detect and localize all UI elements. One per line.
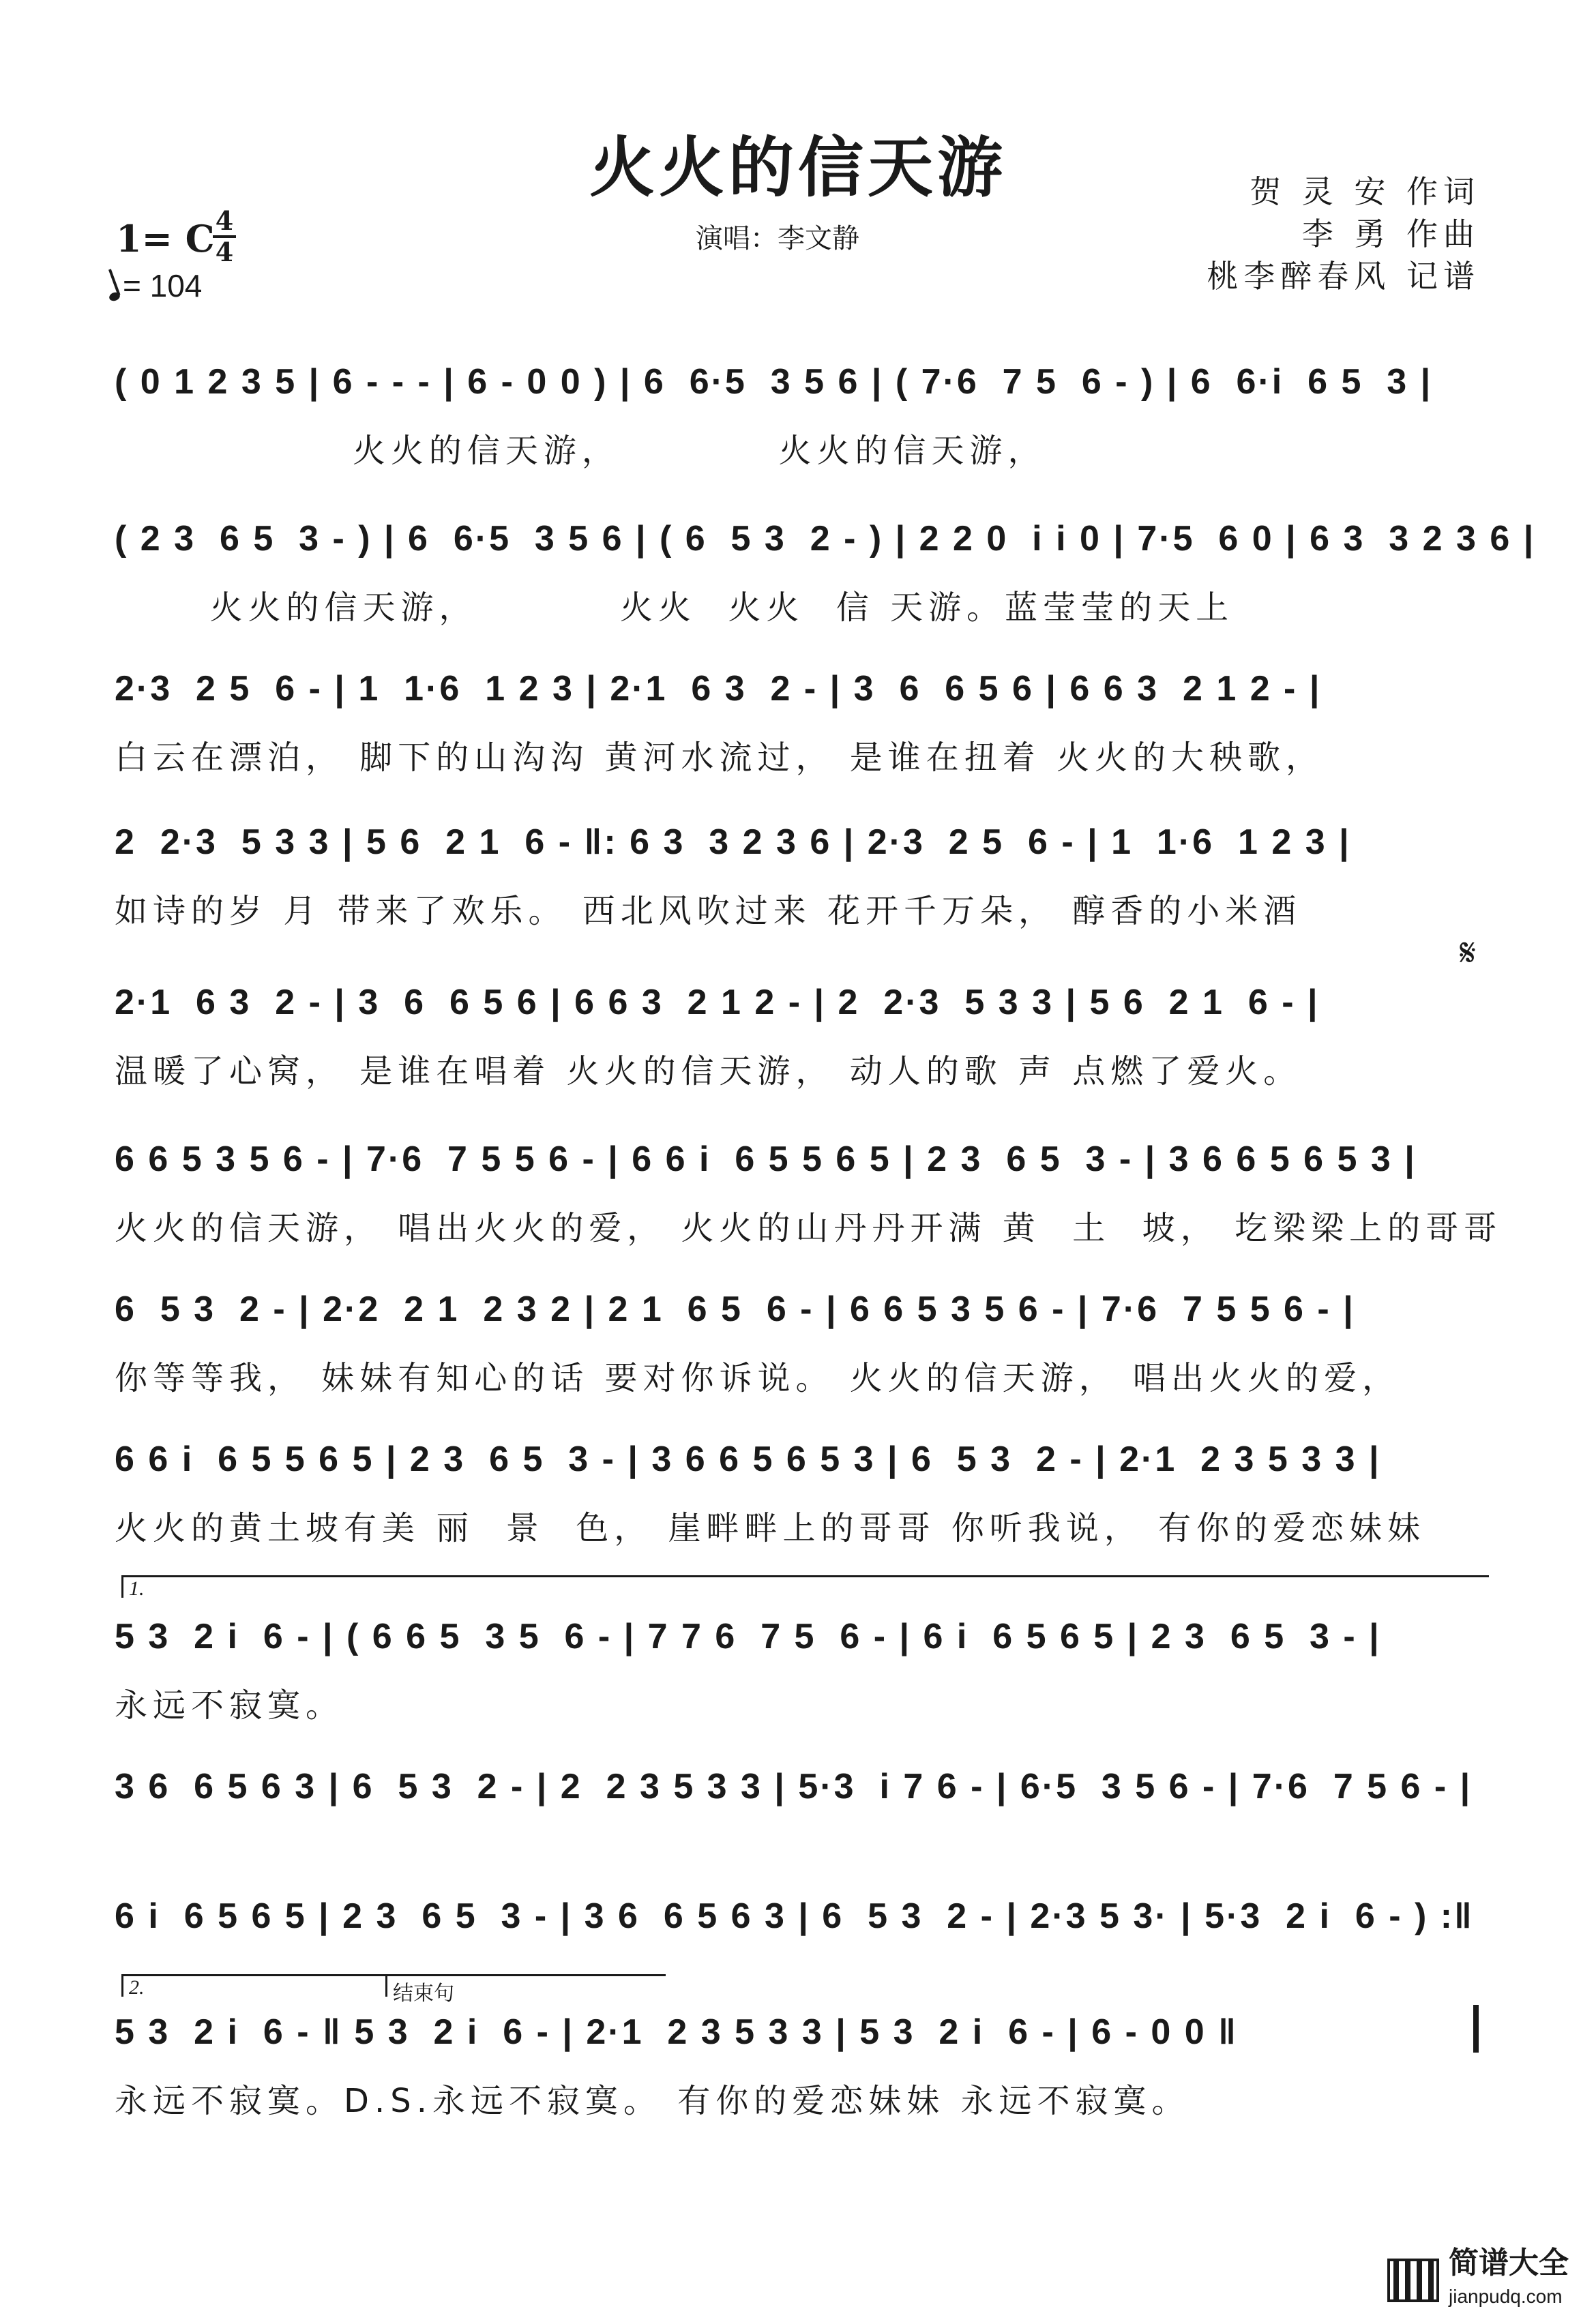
notation-line: 6 i 6 5 6 5 | 2 3 6 5 3 - | 3 6 6 5 6 3 | 6 5 3 2 - | 2·3 5 3· | 5·3 2 i 6 - ) :‖ — [115, 1896, 1474, 1936]
piano-logo-icon — [1387, 2259, 1439, 2302]
lyrics-line: 火火的信天游， 唱出火火的爱， 火火的山丹丹开满 黄 土 坡， 圪梁梁上的哥哥 — [115, 1209, 1503, 1247]
quarter-note-icon — [108, 291, 121, 303]
notation-line: ( 0 1 2 3 5 | 6 - - - | 6 - 0 0 ) | 6 6·5 3 5 6 | ( 7·6 7 5 6 - ) | 6 6·i 6 5 3 | — [115, 362, 1433, 402]
staff-8 — [115, 1439, 1481, 1568]
composer-credit: 李 勇 作曲 — [1301, 215, 1480, 252]
lyrics-line: 火火的信天游， 火火的信天游， — [115, 432, 1046, 470]
notation-line: 3 6 6 5 6 3 | 6 5 3 2 - | 2 2 3 5 3 3 | 5·3 i 7 6 - | 6·5 3 5 6 - | 7·6 7 5 6 - | — [115, 1767, 1473, 1806]
staff-12 — [115, 2012, 1481, 2141]
lyrics-line: 温暖了心窝， 是谁在唱着 火火的信天游， 动人的歌 声 点燃了爱火。 — [115, 1052, 1302, 1090]
final-barline — [1473, 2005, 1479, 2053]
staff-4 — [115, 822, 1481, 951]
volta-first-ending — [121, 1575, 1489, 1598]
tempo-value: = 104 — [123, 268, 203, 303]
coda-label — [385, 1974, 666, 2006]
staff-9 — [115, 1616, 1481, 1746]
staff-1 — [115, 361, 1481, 491]
segno-icon: 𝄋 — [1460, 931, 1477, 975]
staff-6 — [115, 1139, 1503, 1268]
volta-label: 2. — [129, 1976, 145, 1999]
staff-5 — [115, 982, 1481, 1112]
notation-line: 5 3 2 i 6 - | ( 6 6 5 3 5 6 - | 7 7 6 7 5 6 - | 6 i 6 5 6 5 | 2 3 6 5 3 - | — [115, 1617, 1381, 1656]
lyrics-line: 如诗的岁 月 带来了欢乐。 西北风吹过来 花开千万朵， 醇香的小米酒 — [115, 892, 1302, 930]
transcriber-credit: 桃李醉春风 记谱 — [1207, 258, 1480, 295]
watermark-url: jianpudq.com — [1449, 2286, 1563, 2307]
lyrics-line: 永远不寂寞。 — [115, 1686, 344, 1725]
time-sig-bottom: 4 — [215, 237, 234, 267]
song-title: 火火的信天游 — [589, 130, 1007, 206]
lyrics-line: 永远不寂寞。D.S.永远不寂寞。 有你的爱恋妹妹 永远不寂寞。 — [115, 2082, 1190, 2120]
lyricist-credit: 贺 灵 安 作词 — [1250, 173, 1480, 210]
notation-line: 6 6 i 6 5 5 6 5 | 2 3 6 5 3 - | 3 6 6 5 6 5 3 | 6 5 3 2 - | 2·1 2 3 5 3 3 | — [115, 1440, 1381, 1479]
notation-line: ( 2 3 6 5 3 - ) | 6 6·5 3 5 6 | ( 6 5 3 2 - ) | 2 2 0 i i 0 | 7·5 6 0 | 6 3 3 2 3 6 | — [115, 519, 1536, 558]
lyrics-line: 你等等我， 妹妹有知心的话 要对你诉说。 火火的信天游， 唱出火火的爱， — [115, 1359, 1401, 1397]
credits — [1207, 170, 1480, 297]
notation-line: 6 5 3 2 - | 2·2 2 1 2 3 2 | 2 1 6 5 6 - | 6 6 5 3 5 6 - | 7·6 7 5 5 6 - | — [115, 1290, 1355, 1329]
notation-line: 2 2·3 5 3 3 | 5 6 2 1 6 - ‖: 6 3 3 2 3 6 | 2·3 2 5 6 - | 1 1·6 1 2 3 | — [115, 822, 1351, 862]
staff-11 — [115, 1896, 1481, 2025]
notation-line: 2·1 6 3 2 - | 3 6 6 5 6 | 6 6 3 2 1 2 - | 2 2·3 5 3 3 | 5 6 2 1 6 - | — [115, 983, 1320, 1022]
time-signature — [213, 205, 236, 267]
coda-text: 结束句 — [393, 1982, 454, 2006]
staff-3 — [115, 668, 1481, 798]
lyrics-line: 白云在漂泊， 脚下的山沟沟 黄河水流过， 是谁在扭着 火火的大秧歌， — [115, 739, 1325, 777]
staff-7 — [115, 1289, 1481, 1418]
staff-2 — [115, 518, 1536, 648]
volta-second-ending — [121, 1974, 388, 1997]
site-watermark — [1387, 2246, 1569, 2310]
notation-line: 2·3 2 5 6 - | 1 1·6 1 2 3 | 2·1 6 3 2 - | 3 6 6 5 6 | 6 6 3 2 1 2 - | — [115, 669, 1322, 709]
notation-line: 5 3 2 i 6 - ‖ 5 3 2 i 6 - | 2·1 2 3 5 3 3 | 5 3 2 i 6 - | 6 - 0 0 ‖ — [115, 2012, 1238, 2052]
time-sig-top: 4 — [215, 205, 234, 236]
watermark-name: 简谱大全 — [1449, 2246, 1569, 2280]
staff-10 — [115, 1766, 1481, 1896]
tempo-marking — [109, 267, 202, 304]
singer-credit: 演唱：李文静 — [696, 223, 859, 254]
notation-line: 6 6 5 3 5 6 - | 7·6 7 5 5 6 - | 6 6 i 6 5 5 6 5 | 2 3 6 5 3 - | 3 6 6 5 6 5 3 | — [115, 1139, 1417, 1179]
lyrics-line: 火火的黄土坡有美 丽 景 色， 崖畔畔上的哥哥 你听我说， 有你的爱恋妹妹 — [115, 1509, 1426, 1547]
lyrics-line: 火火的信天游， 火火 火火 信 天游。蓝莹莹的天上 — [115, 589, 1235, 627]
key-signature: 1= C — [116, 217, 215, 260]
volta-label: 1. — [129, 1577, 145, 1600]
